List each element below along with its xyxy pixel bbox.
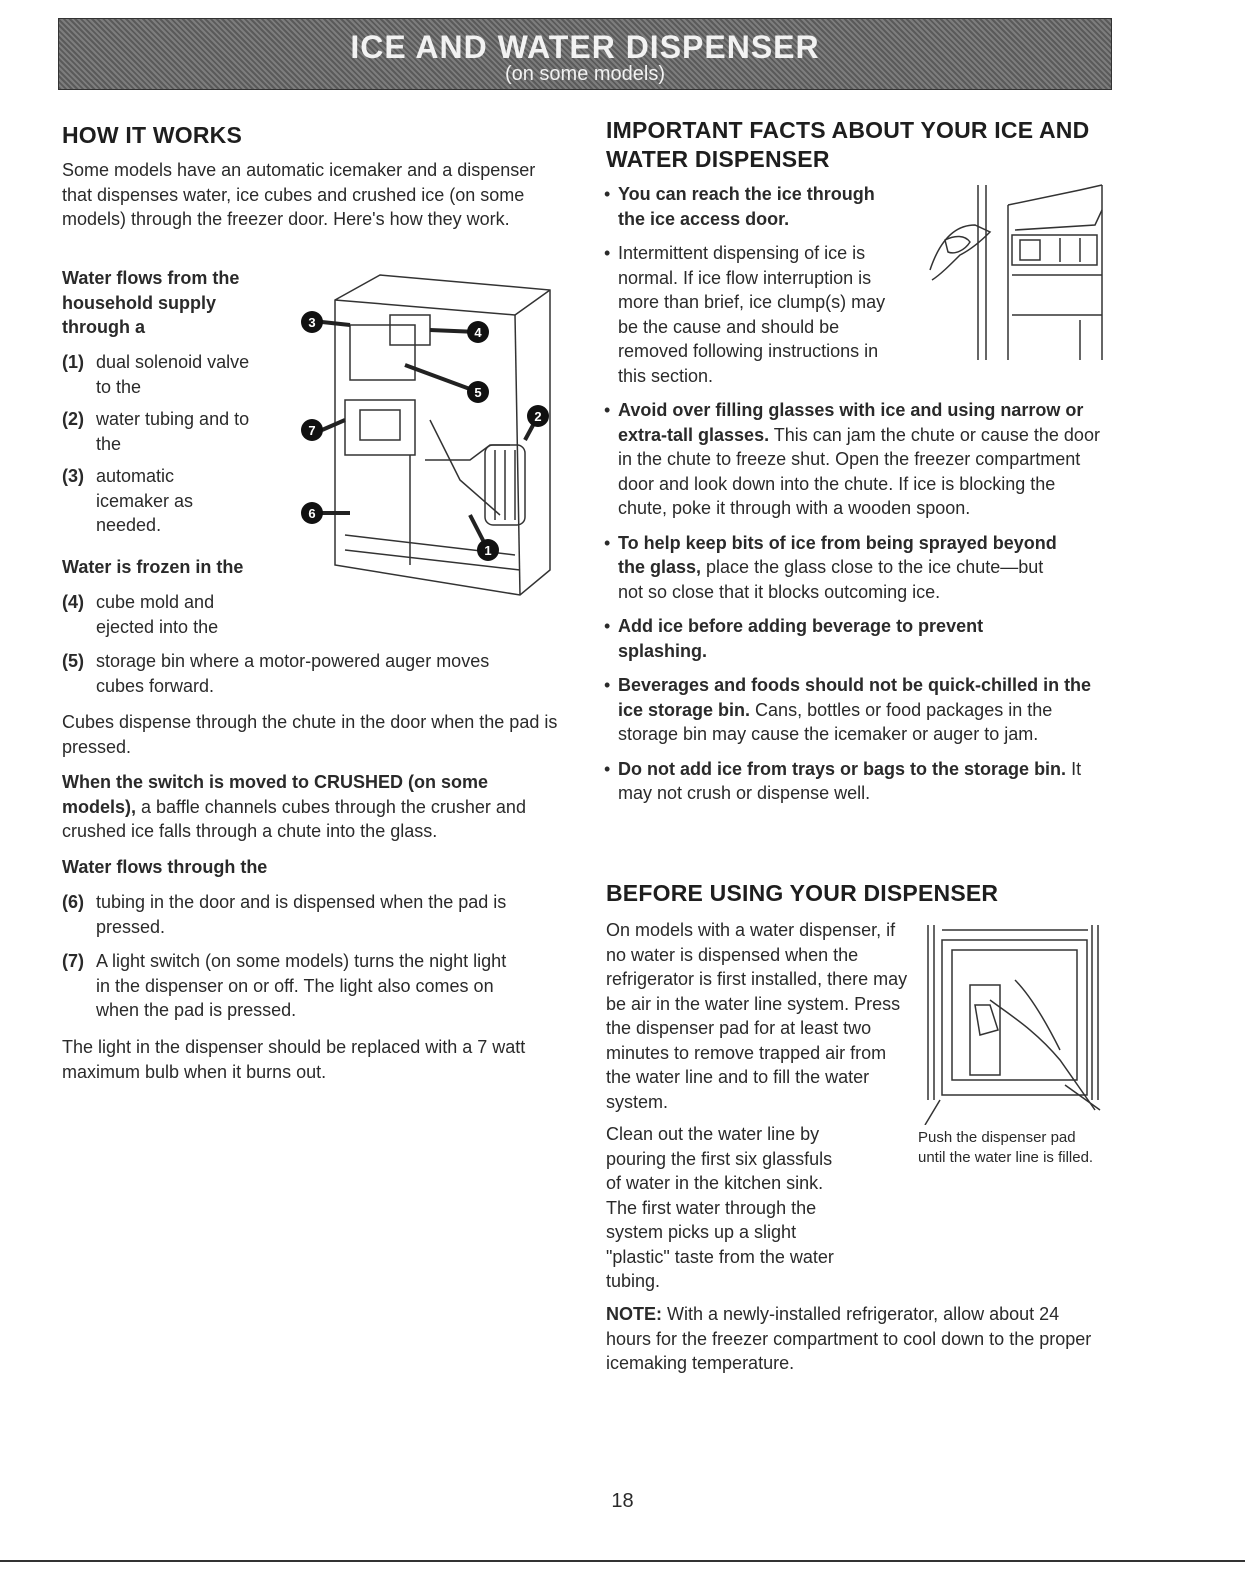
list-item: (4) cube mold and ejected into the bbox=[62, 592, 219, 637]
callout-1: 1 bbox=[484, 543, 492, 558]
cubes-dispense-paragraph: Cubes dispense through the chute in the door when the pad is pressed. bbox=[62, 712, 558, 757]
callout-3: 3 bbox=[308, 315, 316, 330]
important-facts-heading: IMPORTANT FACTS ABOUT YOUR ICE AND WATER DISPENSER bbox=[606, 117, 1090, 172]
crushed-paragraph: When the switch is moved to CRUSHED (on some models), a baffle channels cubes through the crusher and crushed ice falls through a chute into the glass. bbox=[62, 772, 526, 841]
dispenser-pad-illustration bbox=[920, 920, 1105, 1125]
callout-4: 4 bbox=[474, 325, 482, 340]
list-item: • Avoid over filling glasses with ice and using narrow or extra-tall glasses. This can jam the chute or cause the door in the chute to freeze shut. Open the freezer compartment door and look down into the chute. If ice is blocking the chute, poke it through with a wooden spoon. bbox=[604, 400, 1100, 518]
list-item: (5) storage bin where a motor-powered auger moves cubes forward. bbox=[62, 651, 490, 696]
list-item: • Add ice before adding beverage to prevent splashing. bbox=[604, 616, 984, 661]
callout-2: 2 bbox=[534, 409, 542, 424]
before-using-paragraph: On models with a water dispenser, if no water is dispensed when the refrigerator is first installed, there may be air in the water line system. Press the dispenser pad for at least two minutes to remove trapped air from the water line and to fill the water system. bbox=[606, 920, 908, 1112]
list-item: • To help keep bits of ice from being sprayed beyond the glass, place the glass close to the ice chute—but not so close that it blocks outcoming ice. bbox=[604, 532, 1057, 602]
callout-5: 5 bbox=[474, 385, 482, 400]
dispenser-caption: Push the dispenser pad until the water line is filled. bbox=[918, 1129, 1094, 1166]
ice-access-door-illustration bbox=[920, 180, 1105, 365]
frozen-heading: Water is frozen in the bbox=[62, 557, 244, 577]
icemaker-diagram bbox=[290, 270, 560, 600]
how-it-works-heading: HOW IT WORKS bbox=[62, 122, 242, 148]
facts-list-top bbox=[604, 182, 904, 388]
water-flows-through-heading: Water flows through the bbox=[62, 857, 268, 877]
note-label: NOTE: bbox=[606, 1304, 662, 1324]
intro-paragraph: Some models have an automatic icemaker and a dispenser that dispenses water, ice cubes and crushed ice (on some models) through the freezer door. Here's how they work. bbox=[62, 160, 536, 229]
callout-6: 6 bbox=[308, 506, 316, 521]
page-number: 18 bbox=[611, 1490, 634, 1512]
footer-rule bbox=[0, 1560, 1245, 1562]
steps-list-b bbox=[62, 590, 557, 698]
water-flows-heading: Water flows from the household supply through a bbox=[62, 268, 240, 337]
steps-list-a bbox=[62, 350, 262, 538]
list-item: (3) automatic icemaker as needed. bbox=[62, 466, 194, 535]
list-item: (2) water tubing and to the bbox=[62, 409, 250, 454]
list-item: (6) tubing in the door and is dispensed when the pad is pressed. bbox=[62, 892, 507, 937]
list-item: • You can reach the ice through the ice access door. bbox=[604, 184, 875, 229]
list-item: (1) dual solenoid valve to the bbox=[62, 352, 250, 397]
callout-7: 7 bbox=[308, 423, 316, 438]
banner-title: ICE AND WATER DISPENSER bbox=[350, 29, 820, 65]
facts-list-bottom bbox=[604, 398, 1104, 806]
steps-list-c bbox=[62, 890, 532, 1023]
light-note-paragraph: The light in the dispenser should be replaced with a 7 watt maximum bulb when it burns out. bbox=[62, 1037, 526, 1082]
note-paragraph: NOTE: With a newly-installed refrigerator, allow about 24 hours for the freezer compartment to cool down to the proper icemaking temperature. bbox=[606, 1304, 1092, 1373]
list-item: • Beverages and foods should not be quick-chilled in the ice storage bin. Cans, bottles or food packages in the storage bin may cause the icemaker or auger to jam. bbox=[604, 675, 1092, 744]
banner-subtitle: (on some models) bbox=[504, 63, 666, 85]
list-item: • Do not add ice from trays or bags to the storage bin. It may not crush or dispense well. bbox=[604, 758, 1082, 803]
list-item: • Intermittent dispensing of ice is normal. If ice flow interruption is more than brief, ice clump(s) may be the cause and should be removed following instructions in this section. bbox=[604, 243, 886, 386]
list-item: (7) A light switch (on some models) turns the night light in the dispenser on or off. The light also comes on when the pad is pressed. bbox=[62, 951, 507, 1020]
clean-water-line-paragraph: Clean out the water line by pouring the first six glassfuls of water in the kitchen sink. The first water through the system picks up a slight "plastic" taste from the water tubing. bbox=[606, 1124, 834, 1291]
section-banner bbox=[58, 18, 1112, 90]
before-using-heading: BEFORE USING YOUR DISPENSER bbox=[606, 880, 999, 906]
